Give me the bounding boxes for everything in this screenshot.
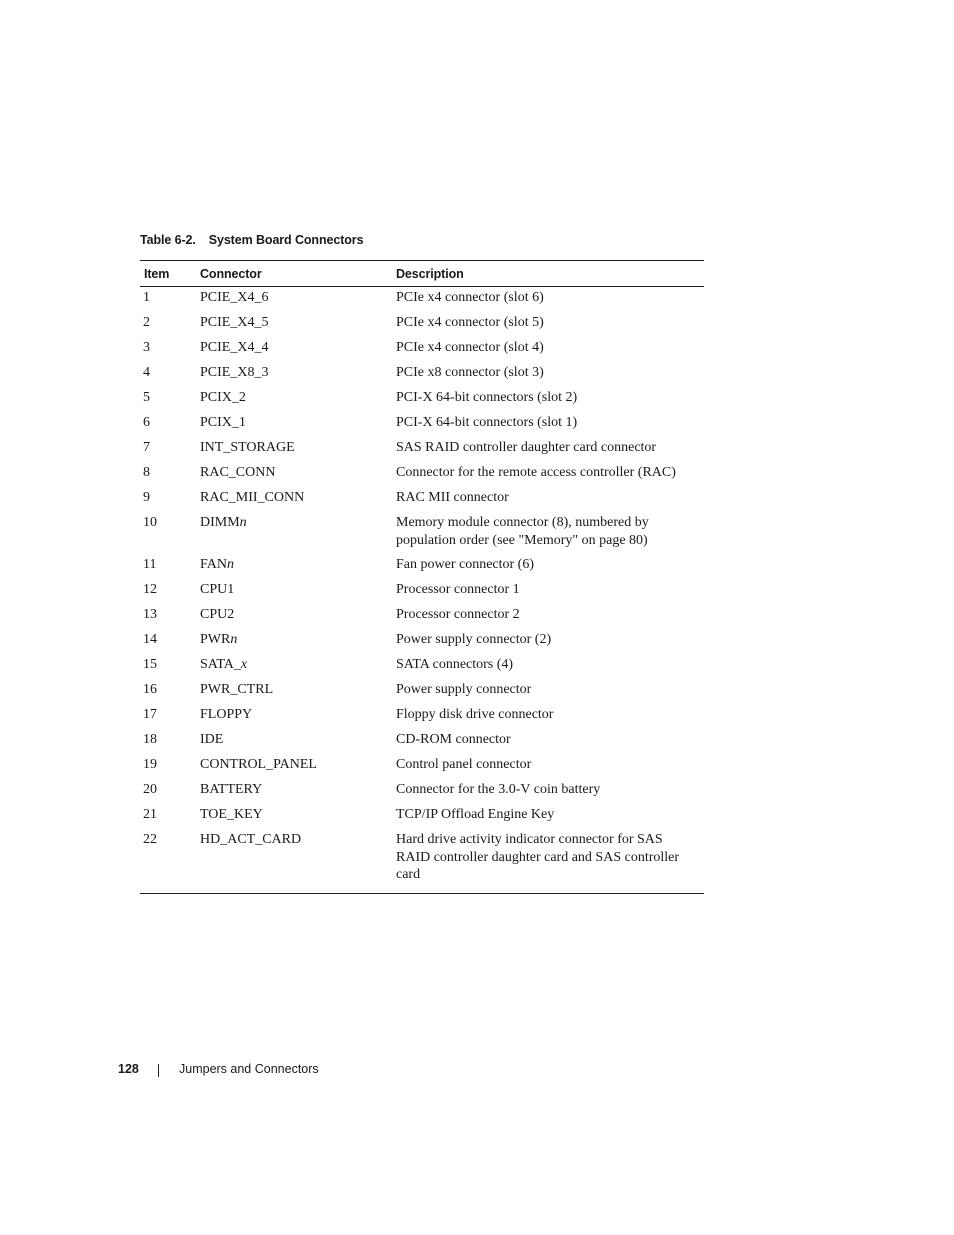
connector-name: CONTROL_PANEL	[200, 757, 317, 772]
table-row	[140, 806, 704, 831]
cell-description: SAS RAID controller daughter card connector	[396, 440, 657, 455]
cell-description: TCP/IP Offload Engine Key	[396, 807, 555, 822]
connector-name: PCIE_X8_3	[200, 365, 269, 380]
table-row	[140, 464, 704, 489]
cell-connector	[200, 489, 396, 507]
table-row	[140, 581, 704, 606]
table-row	[140, 439, 704, 464]
connector-name: PCIX_1	[200, 415, 246, 430]
connector-variable: n	[230, 632, 238, 647]
cell-item: 19	[143, 757, 157, 772]
cell-item: 7	[143, 440, 150, 455]
table-row	[140, 606, 704, 631]
cell-item: 3	[143, 340, 150, 355]
cell-description: Connector for the remote access controller (RAC)	[396, 465, 676, 480]
cell-item: 17	[143, 707, 157, 722]
header-connector: Connector	[200, 266, 262, 281]
cell-connector	[200, 831, 396, 849]
table-row	[140, 556, 704, 581]
cell-connector	[200, 289, 396, 307]
cell-item: 16	[143, 682, 157, 697]
cell-description: RAC MII connector	[396, 490, 509, 505]
connector-variable: n	[239, 515, 247, 530]
cell-item: 15	[143, 657, 157, 672]
table-body	[140, 287, 704, 893]
connector-name: TOE_KEY	[200, 807, 263, 822]
table-row	[140, 339, 704, 364]
cell-description: SATA connectors (4)	[396, 657, 514, 672]
cell-connector	[200, 781, 396, 799]
cell-item: 12	[143, 582, 157, 597]
connector-name: PCIE_X4_5	[200, 315, 269, 330]
cell-connector	[200, 314, 396, 332]
connector-name: INT_STORAGE	[200, 440, 295, 455]
cell-description: Processor connector 1	[396, 582, 520, 597]
header-description: Description	[396, 266, 464, 281]
page-number: 128	[118, 1062, 139, 1076]
cell-description: Connector for the 3.0-V coin battery	[396, 782, 601, 797]
connector-name: PCIE_X4_4	[200, 340, 269, 355]
table-row	[140, 706, 704, 731]
table-row	[140, 489, 704, 514]
connectors-table	[140, 260, 704, 894]
cell-item: 8	[143, 465, 150, 480]
cell-item: 11	[143, 557, 157, 572]
cell-description: Fan power connector (6)	[396, 557, 535, 572]
description-line: Hard drive activity indicator connector for SAS	[396, 832, 663, 847]
cell-description: Power supply connector	[396, 682, 532, 697]
cell-item: 18	[143, 732, 157, 747]
header-item: Item	[144, 266, 170, 281]
cell-connector	[200, 414, 396, 432]
cell-description: Processor connector 2	[396, 607, 520, 622]
connector-name: CPU1	[200, 582, 235, 597]
cell-connector	[200, 439, 396, 457]
description-line: population order (see "Memory" on page 80)	[396, 532, 648, 548]
cell-description: PCIe x4 connector (slot 6)	[396, 290, 544, 305]
cell-item: 13	[143, 607, 157, 622]
cell-description: PCIe x4 connector (slot 4)	[396, 340, 544, 355]
description-line: Memory module connector (8), numbered by	[396, 515, 649, 530]
table-row	[140, 756, 704, 781]
connector-name: RAC_MII_CONN	[200, 490, 305, 505]
connector-name: PCIE_X4_6	[200, 290, 269, 305]
connector-name: IDE	[200, 732, 224, 747]
table-row	[140, 656, 704, 681]
table-row	[140, 631, 704, 656]
table-row	[140, 514, 704, 556]
cell-description: PCI-X 64-bit connectors (slot 1)	[396, 415, 578, 430]
table-caption-title: System Board Connectors	[208, 233, 364, 247]
cell-connector	[200, 631, 396, 649]
connector-name: RAC_CONN	[200, 465, 276, 480]
cell-item: 10	[143, 515, 157, 530]
connector-name: CPU2	[200, 607, 235, 622]
connector-name: BATTERY	[200, 782, 263, 797]
table-row	[140, 831, 704, 890]
cell-description: Power supply connector (2)	[396, 632, 552, 647]
table-row	[140, 781, 704, 806]
cell-item: 4	[143, 365, 150, 380]
description-line: RAID controller daughter card and SAS controller	[396, 849, 680, 865]
cell-connector	[200, 514, 396, 532]
description-line: card	[396, 867, 421, 882]
cell-description: PCIe x4 connector (slot 5)	[396, 315, 544, 330]
cell-connector	[200, 581, 396, 599]
cell-connector	[200, 364, 396, 382]
cell-item: 5	[143, 390, 150, 405]
connector-name: FAN	[200, 557, 227, 572]
cell-description: PCIe x8 connector (slot 3)	[396, 365, 544, 380]
cell-description: CD-ROM connector	[396, 732, 511, 747]
table-row	[140, 414, 704, 439]
cell-item: 21	[143, 807, 157, 822]
cell-description: PCI-X 64-bit connectors (slot 2)	[396, 390, 578, 405]
connector-name: PCIX_2	[200, 390, 246, 405]
page-footer	[118, 1062, 319, 1076]
cell-connector	[200, 706, 396, 724]
cell-description: Control panel connector	[396, 757, 532, 772]
cell-item: 2	[143, 315, 150, 330]
table-caption	[140, 233, 363, 247]
cell-item: 6	[143, 415, 150, 430]
footer-divider	[158, 1064, 159, 1077]
connector-name: SATA_	[200, 657, 241, 672]
cell-item: 22	[143, 832, 157, 847]
table-row	[140, 289, 704, 314]
cell-item: 9	[143, 490, 150, 505]
cell-connector	[200, 681, 396, 699]
cell-connector	[200, 389, 396, 407]
cell-item: 20	[143, 782, 157, 797]
cell-connector	[200, 464, 396, 482]
cell-description	[396, 831, 704, 884]
cell-description: Floppy disk drive connector	[396, 707, 554, 722]
cell-description	[396, 514, 704, 549]
cell-connector	[200, 556, 396, 574]
cell-connector	[200, 731, 396, 749]
connector-name: DIMM	[200, 515, 240, 530]
table-row	[140, 314, 704, 339]
cell-connector	[200, 606, 396, 624]
table-row	[140, 364, 704, 389]
connector-name: FLOPPY	[200, 707, 253, 722]
cell-item: 14	[143, 632, 157, 647]
connector-name: PWR	[200, 632, 231, 647]
connector-variable: n	[226, 557, 234, 572]
cell-item: 1	[143, 290, 150, 305]
table-row	[140, 389, 704, 414]
connector-name: PWR_CTRL	[200, 682, 274, 697]
cell-connector	[200, 339, 396, 357]
cell-connector	[200, 806, 396, 824]
cell-connector	[200, 756, 396, 774]
connector-name: HD_ACT_CARD	[200, 832, 302, 847]
connector-variable: x	[240, 657, 248, 672]
table-row	[140, 731, 704, 756]
table-header-row	[140, 261, 704, 287]
table-row	[140, 681, 704, 706]
footer-section-title: Jumpers and Connectors	[179, 1062, 319, 1076]
table-caption-number: Table 6-2.	[140, 233, 196, 247]
cell-connector	[200, 656, 396, 674]
